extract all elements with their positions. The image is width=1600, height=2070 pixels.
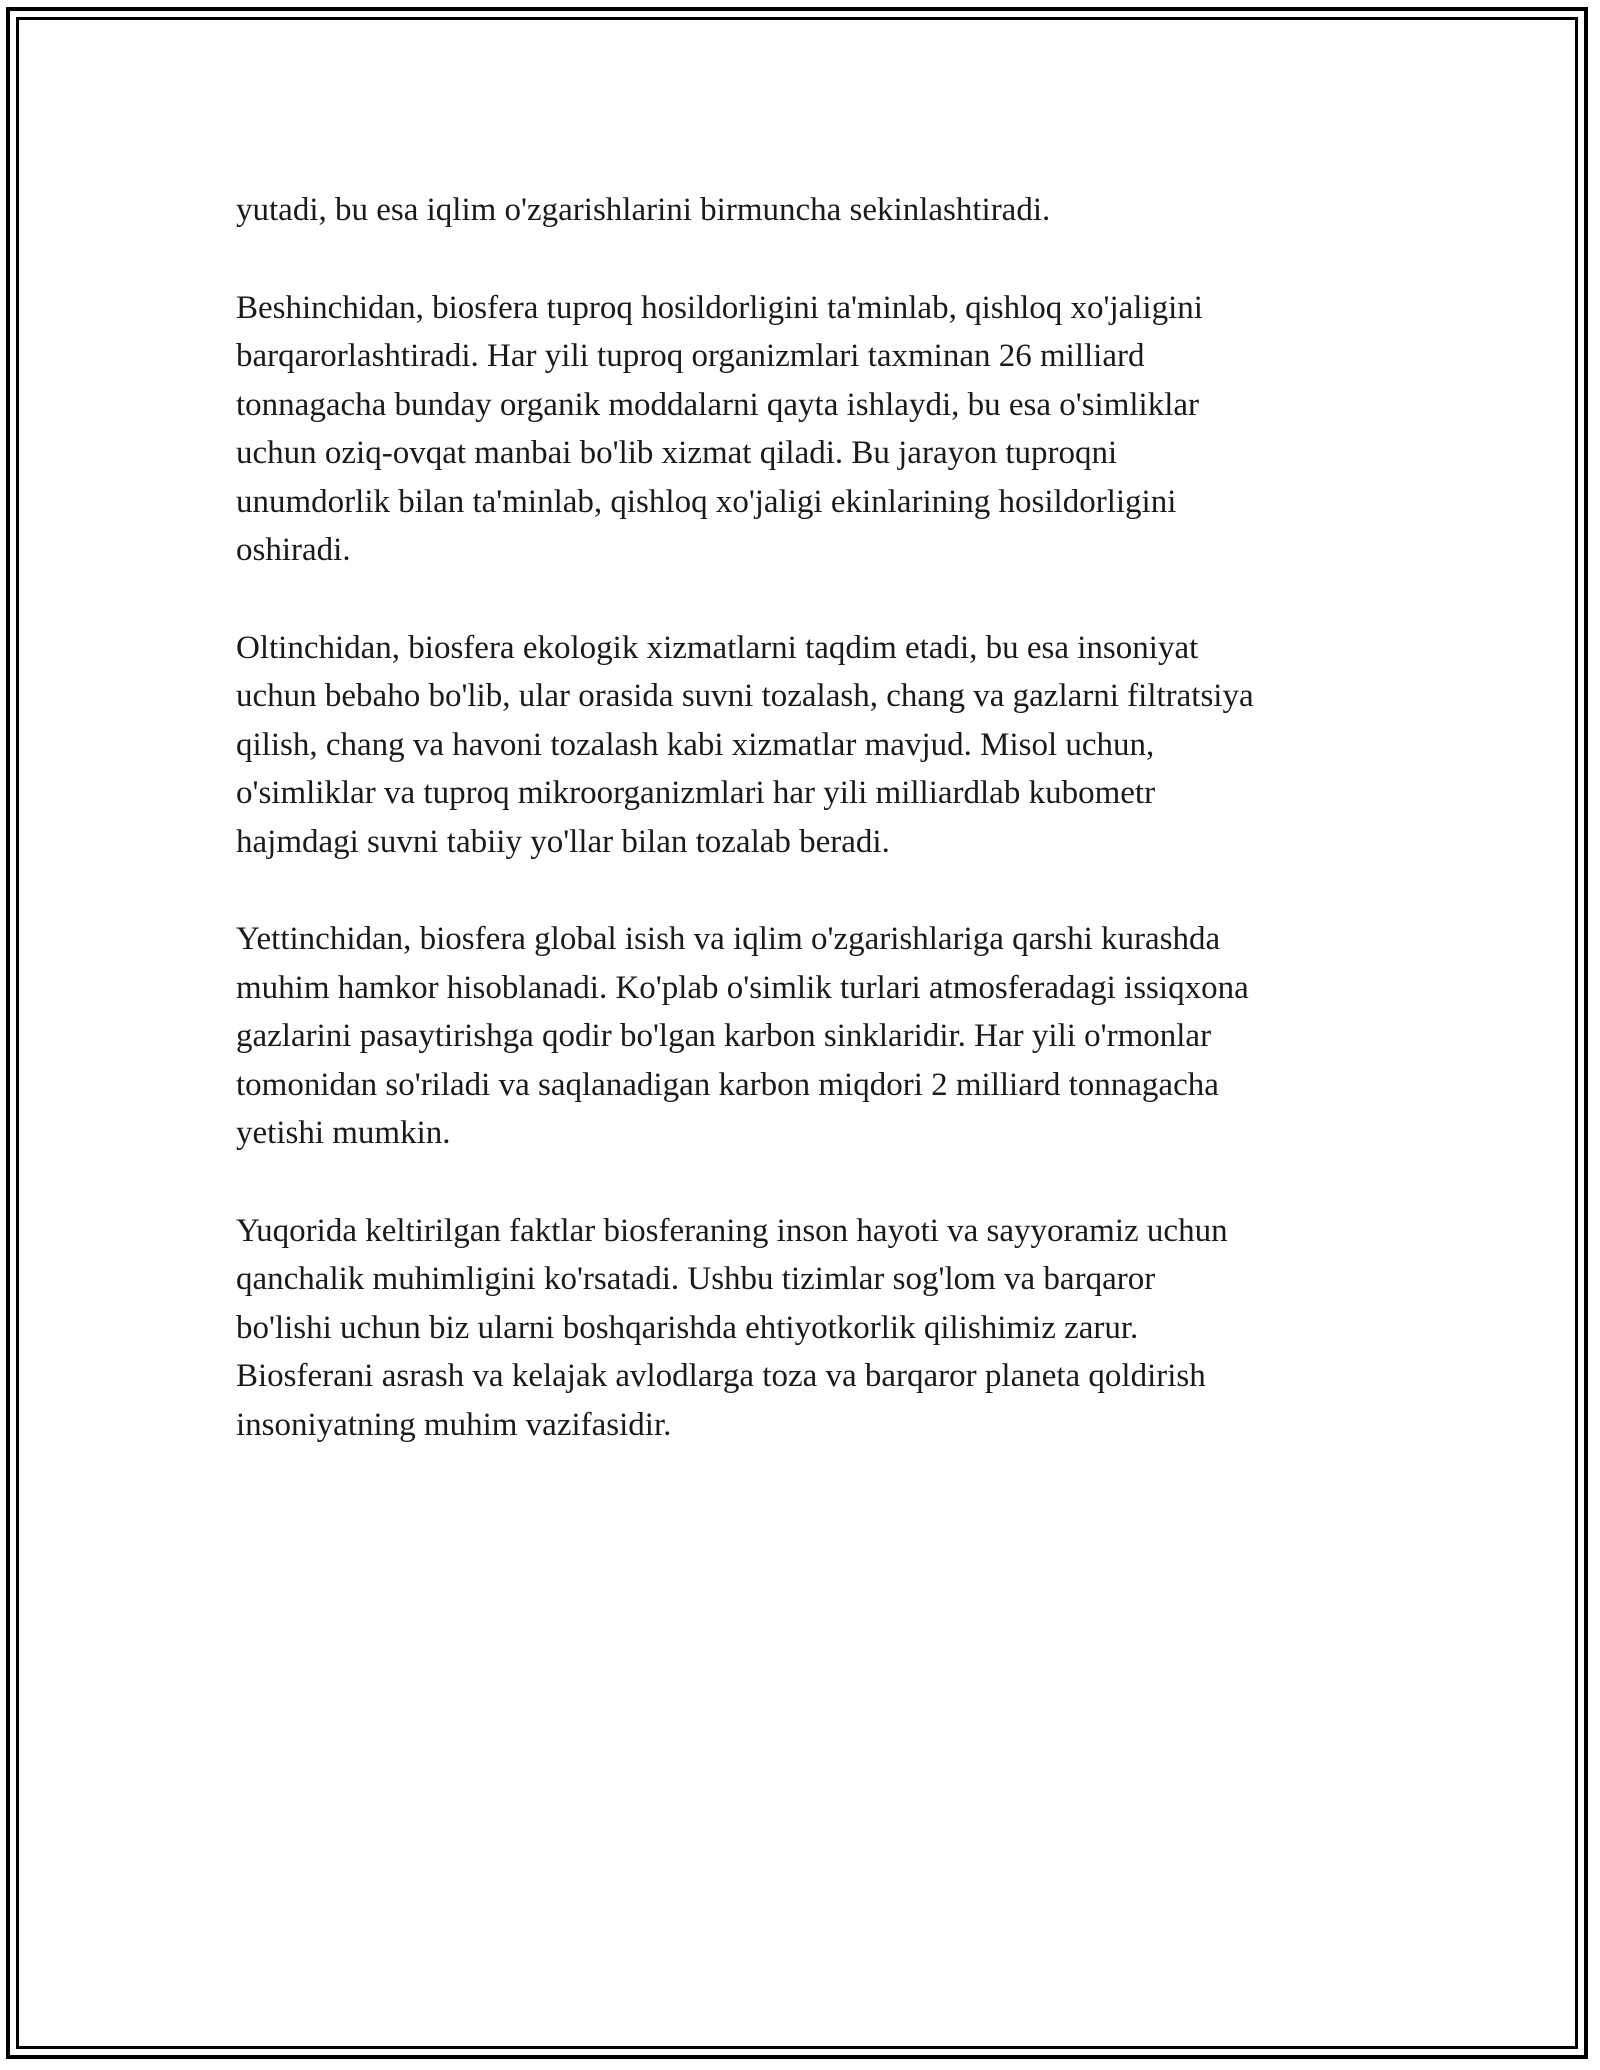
paragraph-seventh: Yettinchidan, biosfera global isish va iqlim o'zgarishlariga qarshi kurashda muhim hamkor hisoblanadi. Ko'plab o'simlik turlari atmosferadagi issiqxona gazlarini pasaytirishga qodir bo'lgan karbon sinklaridir. Har yili o'rmonlar tomonidan so'riladi va saqlanadigan karbon miqdori 2 milliard tonnagacha yetishi mumkin. [236, 921, 1249, 1151]
paragraph-continuation: yutadi, bu esa iqlim o'zgarishlarini birmuncha sekinlashtiradi. [236, 192, 1051, 228]
document-body [236, 186, 1376, 1498]
paragraph-fifth: Beshinchidan, biosfera tuproq hosildorligini ta'minlab, qishloq xo'jaligini barqarorlashtiradi. Har yili tuproq organizmlari taxminan 26 milliard tonnagacha bunday organik moddalarni qayta ishlaydi, bu esa o'simliklar uchun oziq-ovqat manbai bo'lib xizmat qiladi. Bu jarayon tuproqni unumdorlik bilan ta'minlab, qishloq xo'jaligi ekinlarining hosildorligini oshiradi. [236, 289, 1203, 568]
paragraph-sixth: Oltinchidan, biosfera ekologik xizmatlarni taqdim etadi, bu esa insoniyat uchun bebaho bo'lib, ular orasida suvni tozalash, chang va gazlarni filtratsiya qilish, chang va havoni tozalash kabi xizmatlar mavjud. Misol uchun, o'simliklar va tuproq mikroorganizmlari har yili milliardlab kubometr hajmdagi suvni tabiiy yo'llar bilan tozalab beradi. [236, 629, 1254, 860]
paragraph-conclusion: Yuqorida keltirilgan faktlar biosferaning inson hayoti va sayyoramiz uchun qanchalik muhimligini ko'rsatadi. Ushbu tizimlar sog'lom va barqaror bo'lishi uchun biz ularni boshqarishda ehtiyotkorlik qilishimiz zarur. Biosferani asrash va kelajak avlodlarga toza va barqaror planeta qoldirish insoniyatning muhim vazifasidir. [236, 1212, 1228, 1443]
